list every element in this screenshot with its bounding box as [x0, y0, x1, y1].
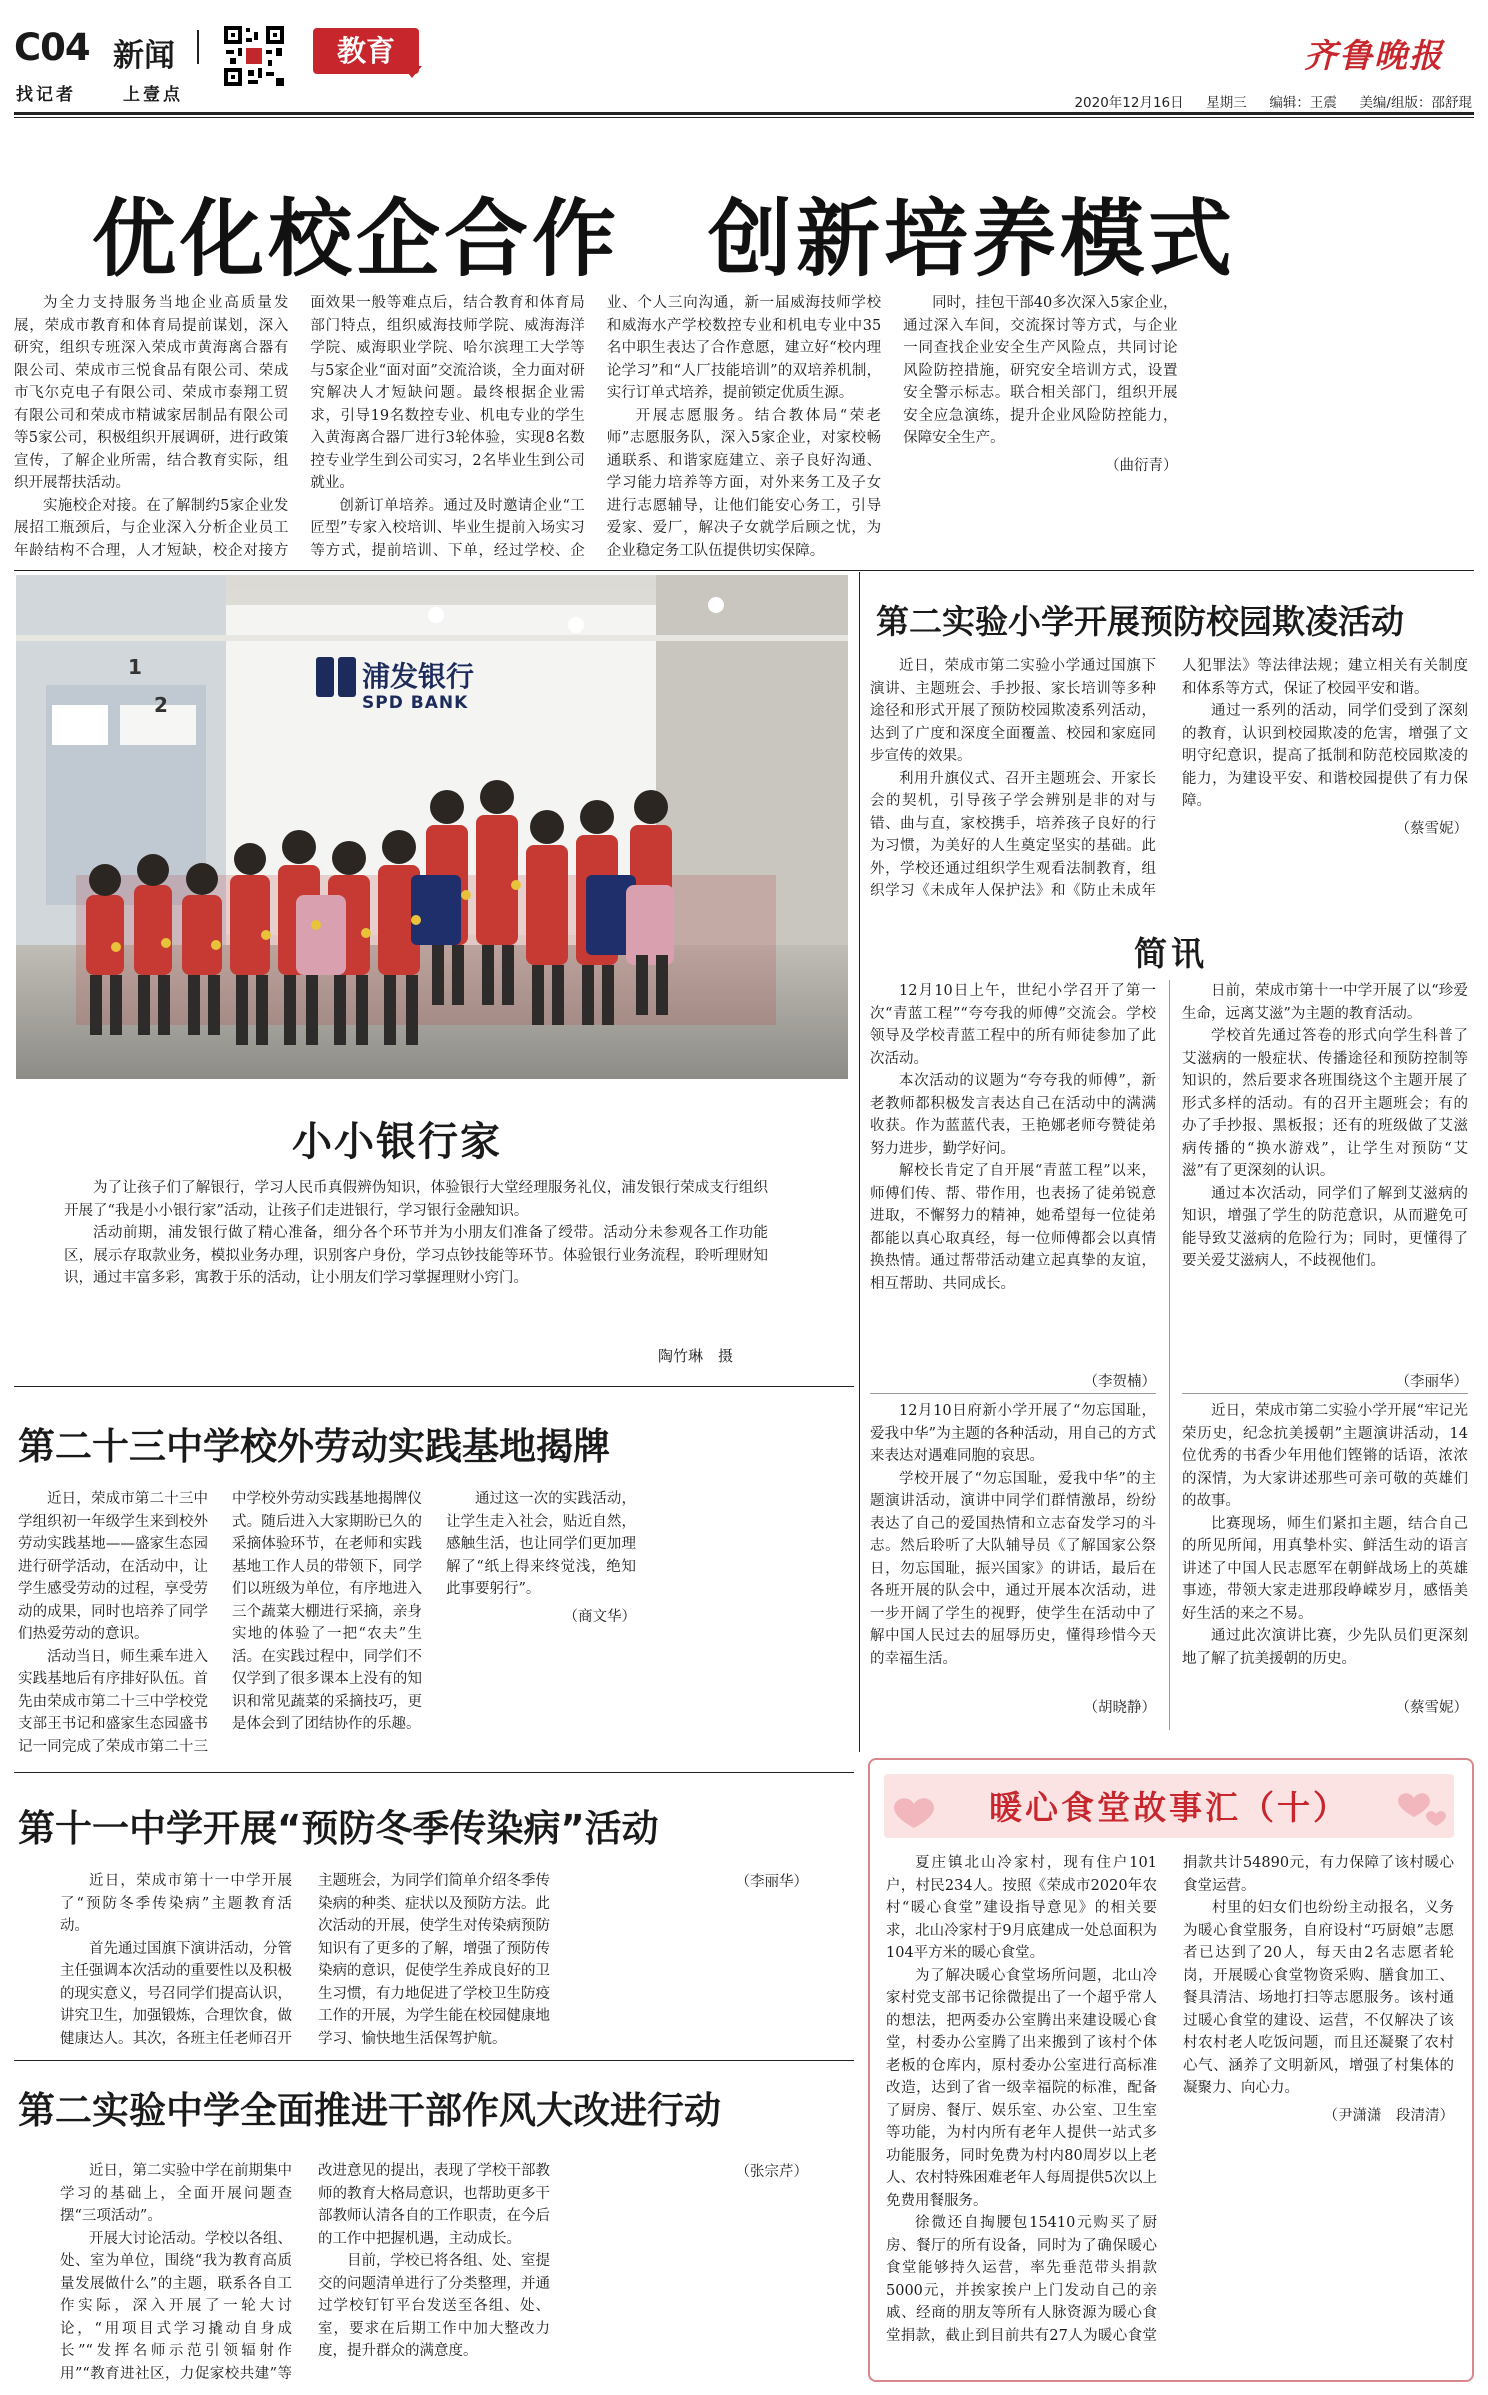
brief-byline: （李丽华） [1395, 1374, 1468, 1390]
lead-byline: （曲衍青） [1105, 457, 1178, 474]
column-tag-tail [402, 66, 422, 78]
brief-paragraph: 通过本次活动，同学们了解到艾滋病的知识，增强了学生的防范意识，从而避免可能导致艾滋病的危险行为；同时，更懂得了要关爱艾滋病人，不歧视他们。 [1182, 1185, 1468, 1269]
story23-byline: （商文华） [563, 1608, 636, 1625]
bully-paragraph: 近日，荣成市第二实验小学通过国旗下演讲、主题班会、手抄报、家长培训等多种途径和形式开展了预防校园欺凌系列活动，达到了广度和深度全面覆盖、校园和家庭同步宣传的效果。 [870, 658, 1156, 764]
story11-byline: （李丽华） [735, 1874, 808, 1890]
special-paragraph: 为了解决暖心食堂场所问题，北山冷家村党支部书记徐微提出了一个超乎常人的想法，把两委办公室腾出来建设暖心食堂，村委办公室腾了出来搬到了该村个体老板的仓库内，原村委办公室进行高标准改造，达到了省一级幸福院的标准，配备了厨房、餐厅、娱乐室、办公室、卫生室等功能，为村内所有老年人提供一站式多功能服务，同时免费为村内80周岁以上老人、农村特殊困难老年人每周提供5次以上免费用餐服务。 [886, 1967, 1157, 2209]
lead-bottom-rule [14, 570, 1474, 571]
issue-weekday: 星期三 [1206, 95, 1247, 111]
story23-headline: 第二十三中学校外劳动实践基地揭牌 [18, 1425, 610, 1468]
lead-paragraph: 同时，挂包干部40多次深入5家企业，通过深入车间，交流探讨等方式，与企业一同查找企业安全生产风险点，共同讨论风险防控措施，研究安全培训方式，设置安全警示标志。联合相关部门，组织开展安全应急演练，提升企业风险防控能力，保障安全生产。 [903, 295, 1178, 446]
special-paragraph: 夏庄镇北山冷家村，现有住户101户，村民234人。按照《荣成市2020年农村“暖心食堂”建设指导意见》的相关要求，北山冷家村于9月底建成一处总面积为104平方米的暖心食堂。 [886, 1855, 1157, 1961]
brief-byline: （李贺楠） [1083, 1374, 1156, 1390]
bank-body [64, 1177, 768, 1290]
story11-headline: 第十一中学开展“预防冬季传染病”活动 [18, 1807, 659, 1850]
briefs-right-column [1182, 980, 1468, 1717]
lead-body [14, 292, 1474, 562]
story23-paragraph: 近日，荣成市第二十三中学组织初一年级学生来到校外劳动实践基地——盛家生态园进行研学活动，在活动中，让学生感受劳动的过程，享受劳动的成果，同时也培养了同学们热爱劳动的意识。 [18, 1491, 208, 1642]
special-body [886, 1852, 1454, 2368]
section-divider [197, 30, 199, 64]
brief-item [1182, 1400, 1468, 1696]
section-name: 新闻 [113, 38, 175, 74]
bully-body [870, 655, 1468, 915]
left-divider-1 [14, 1386, 854, 1387]
issue-date: 2020年12月16日 [1074, 95, 1184, 111]
tagline-left: 找记者 [16, 85, 76, 105]
briefs-column-divider [1169, 980, 1170, 1730]
designer-credit: 美编/组版：邵舒琨 [1359, 95, 1472, 111]
special-byline: （尹潇潇 段清清） [1323, 2107, 1454, 2124]
brief-paragraph: 近日，荣成市第二实验小学开展“牢记光荣历史，纪念抗美援朝”主题演讲活动，14位优秀的书香少年用他们铿锵的话语，浓浓的深情，为大家讲述那些可亲可敬的英雄们的故事。 [1182, 1403, 1468, 1509]
column-tag-label: 教育 [336, 34, 395, 68]
brief-item [870, 1400, 1156, 1696]
brief-paragraph: 比赛现场，师生们紧扣主题，结合自己的所见所闻，用真挚朴实、鲜活生动的语言讲述了中国人民志愿军在朝鲜战场上的英雄事迹，带领大家走进那段峥嵘岁月，感悟美好生活的来之不易。 [1182, 1515, 1468, 1622]
center-column-divider [859, 572, 860, 1752]
story23-body [18, 1488, 850, 1758]
bully-headline: 第二实验小学开展预防校园欺凌活动 [876, 602, 1404, 641]
editor-credit: 编辑：王震 [1269, 95, 1337, 111]
lead-paragraph: 开展志愿服务。结合教体局“荣老师”志愿服务队，深入5家企业，对家校畅通联系、和谐家庭建立、亲子良好沟通、学习能力培养等方面，对外来务工及子女进行志愿辅导，让他们能安心务工，引导爱家、爱厂，解决子女就学后顾之忧，为企业稳定务工队伍提供切实保障。 [606, 407, 882, 559]
story-exp2-byline: （张宗芹） [735, 2164, 808, 2180]
brief-paragraph: 通过此次演讲比赛，少先队员们更深刻地了解了抗美援朝的历史。 [1182, 1628, 1468, 1667]
bully-paragraph: 利用升旗仪式、召开主题班会、开家长会的契机，引导孩子学会辨别是非的对与错、曲与直，家校携手，培养孩子良好的行为习惯，为美好的人生奠定坚实的基础。此外，学校还通过组织学生观看法制教育，组织学习《未成年人保护法》和《防止未成年人犯罪法》等法律法规；建立相关有关制度和体系等方式，保证了校园平安和谐。 [870, 658, 1468, 899]
briefs-headline: 简讯 [1134, 934, 1208, 973]
special-paragraph: 村里的妇女们也纷纷主动报名，义务为暖心食堂服务，自府设村“巧厨娘”志愿者已达到了20人，每天由2名志愿者轮岗，开展暖心食堂物资采购、膳食加工、餐具清洁、场地打扫等志愿服务。该村通过暖心食堂的建设、运营，不仅解决了该村农村老人吃饭问题，而且还凝聚了农村心气、涵养了文明新风，增强了村集体的凝聚力、向心力。 [1183, 1900, 1454, 2096]
left-divider-2 [14, 1772, 854, 1773]
paper-name: 齐鲁晚报 [1304, 36, 1444, 75]
special-box [868, 1758, 1474, 2382]
brief-paragraph: 学校首先通过答卷的形式向学生科普了艾滋病的一般症状、传播途径和预防控制等知识的，然后要求各班围绕这个主题开展了形式多样的活动。有的召开主题班会；有的办了手抄报、黑板报；还有的班级做了艾滋病传播的“换水游戏”，让学生对预防“艾滋”有了更深刻的认识。 [1182, 1028, 1468, 1179]
brief-divider [1182, 1393, 1468, 1394]
story11-paragraph: 首先通过国旗下演讲活动，分管主任强调本次活动的重要性以及积极的现实意义，号召同学们提高认识，讲究卫生，加强锻炼，合理饮食，做健康达人。其次，各班主任老师召开主题班会，为同学们简单介绍冬季传染病的种类、症状以及预防方法。此次活动的开展，使学生对传染病预防知识有了更多的了解，增强了预防传染病的意识，促使学生养成良好的卫生习惯，有力地促进了学校卫生防疫工作的开展，为学生能在校园健康地学习、愉快地生活保驾护航。 [60, 1873, 550, 2047]
tagline-right: 上壹点 [123, 85, 183, 105]
story23-paragraph: 活动当日，师生乘车进入实践基地后有序排好队伍。首先由荣成市第二十三中学校党支部王书记和盛家生态园盛书记一同完成了荣成市第二十三中学校外劳动实践基地揭牌仪式。随后进入大家期盼已久的采摘体验环节，在老师和实践基地工作人员的带领下，同学们以班级为单位，有序地进入三个蔬菜大棚进行采摘，亲身实地的体验了一把“农夫”生活。在实践过程中，同学们不仅学到了很多课本上没有的知识和常见蔬菜的采摘技巧，更是体会到了团结协作的乐趣。 [18, 1491, 422, 1755]
brief-paragraph: 学校开展了“勿忘国耻，爱我中华”的主题演讲活动，演讲中同学们群情激昂，纷纷表达了自己的爱国热情和立志奋发学习的斗志。然后聆听了大队辅导员《了解国家公祭日，勿忘国耻，振兴国家》的讲话，最后在各班开展的队会中，通过开展本次活动，进一步开阔了学生的视野，使学生在活动中了解中国人民过去的屈辱历史，懂得珍惜今天的幸福生活。 [870, 1470, 1156, 1667]
briefs-left-column [870, 980, 1156, 1717]
story-exp2-paragraph: 目前，学校已将各组、处、室提交的问题清单进行了分类整理，并通过学校钉钉平台发送至各组、处、室，要求在后期工作中加大整改力度，提升群众的满意度。 [318, 2253, 550, 2359]
counter-number-1: 1 [128, 655, 142, 679]
brief-divider [870, 1393, 1156, 1394]
masthead-rule-thin [14, 117, 1474, 118]
masthead-rule [14, 112, 1474, 115]
bank-paragraph: 为了让孩子们了解银行，学习人民币真假辨伪知识，体验银行大堂经理服务礼仪，浦发银行荣成支行组织开展了“我是小小银行家”活动，让孩子们走进银行，学习银行金融知识。 [64, 1180, 768, 1219]
page-number: C04 [14, 26, 90, 69]
brief-item [870, 980, 1156, 1370]
lead-paragraph: 为全力支持服务当地企业高质量发展，荣成市教育和体育局提前谋划，深入研究，组织专班深入荣成市黄海离合器有限公司、荣成市三悦食品有限公司、荣成市飞尔克电子有限公司、荣成市泰翔工贸有限公司和荣成市精诚家居制品有限公司等5家公司，积极组织开展调研，进行政策宣传，了解企业所需，结合教育实际，组织开展帮扶活动。 [14, 295, 289, 491]
brief-item [1182, 980, 1468, 1370]
qr-code-icon [222, 24, 286, 88]
brief-paragraph: 日前，荣成市第十一中学开展了以“珍爱生命，远离艾滋”为主题的教育活动。 [1182, 983, 1468, 1022]
bank-byline: 陶竹琳 摄 [658, 1347, 734, 1365]
brief-paragraph: 12月10日上午，世纪小学召开了第一次“青蓝工程”“夸夸我的师傅”交流会。学校领导及学校青蓝工程中的所有师徒参加了此次活动。 [870, 983, 1156, 1067]
lead-paragraph: 创新订单培养。通过及时邀请企业“工匠型”专家入校培训、毕业生提前入场实习等方式，提前培训、下单，经过学校、企业、个人三向沟通，新一届威海技师学校和威海水产学校数控专业和机电专业中35名中职生表达了合作意愿，建立好“校内理论学习”和“人厂技能培训”的双培养机制，实行订单式培养，提前锁定优质生源。 [310, 295, 882, 559]
story11-body [60, 1870, 808, 2052]
special-banner-title: 暖心食堂故事汇（十） [989, 1788, 1349, 1827]
brief-paragraph: 12月10日府新小学开展了“勿忘国耻，爱我中华”为主题的各种活动，用自己的方式来表达对遇难同胞的哀思。 [870, 1403, 1156, 1464]
special-banner [884, 1774, 1454, 1838]
story23-paragraph: 通过这一次的实践活动，让学生走入社会，贴近自然，感触生活，也让同学们更加理解了“纸上得来终觉浅，绝知此事要躬行”。 [446, 1491, 636, 1597]
counter-number-2: 2 [154, 693, 168, 717]
spd-logo-text: 浦发银行 [362, 660, 475, 693]
story-exp2-paragraph: 近日，第二实验中学在前期集中学习的基础上，全面开展问题查摆“三项活动”。 [60, 2163, 292, 2224]
story-exp2-headline: 第二实验中学全面推进干部作风大改进行动 [18, 2089, 721, 2132]
lead-headline: 优化校企合作 创新培养模式 [92, 190, 1237, 288]
spd-logo [312, 655, 492, 725]
bank-photo [16, 575, 848, 1079]
story-exp2-paragraph: 开展大讨论活动。学校以各组、处、室为单位，围绕“我为教育高质量发展做什么”的主题，联系各自工作实际，深入开展了一轮大讨论，“用项目式学习撬动自身成长”“发挥名师示范引领辐射作用”“教育进社区，力促家校共建”等改进意见的提出，表现了学校干部教师的教育大格局意识，也帮助更多干部教师认清各自的工作职责，在今后的工作中把握机遇，主动成长。 [60, 2163, 550, 2382]
spd-logo-text-en: SPD BANK [362, 693, 469, 713]
left-divider-3 [14, 2060, 854, 2061]
bank-paragraph: 活动前期，浦发银行做了精心准备，细分各个环节并为小朋友们准备了绶带。活动分未参观各工作功能区，展示存取款业务，模拟业务办理，识别客户身份，学习点钞技能等环节。体验银行业务流程，聆听理财知识，通过丰富多彩，寓教于乐的活动，让小朋友们学习掌握理财小窍门。 [64, 1225, 768, 1286]
bully-paragraph: 通过一系列的活动，同学们受到了深刻的教育，认识到校园欺凌的危害，增强了文明守纪意识，提高了抵制和防范校园欺凌的能力，为建设平安、和谐校园提供了有力保障。 [1182, 703, 1468, 809]
brief-paragraph: 本次活动的议题为“夸夸我的师傅”，新老教师都积极发言表达自己在活动中的满满收获。作为蓝蓝代表，王艳娜老师夸赞徒弟努力进步，勤学好问。 [870, 1073, 1156, 1157]
brief-byline: （胡晓静） [1083, 1700, 1156, 1716]
lead-paragraph: 实施校企对接。在了解制约5家企业发展招工瓶颈后，与企业深入分析企业员工年龄结构不合理，人才短缺，校企对接方面效果一般等难点后，结合教育和体育局部门特点，组织威海技师学院、威海海洋学院、威海职业学院、哈尔滨理工大学等与5家企业“面对面”交流洽谈，全力面对研究解决人才短缺问题。最终根据企业需求，引导19名数控专业、机电专业的学生入黄海离合器厂进行3轮体验，实现8名数控专业学生到公司实习，2名毕业生到公司就业。 [14, 295, 585, 559]
brief-byline: （蔡雪妮） [1395, 1700, 1468, 1716]
paper-logo [1304, 30, 1478, 76]
dateline [1074, 91, 1472, 111]
bank-headline: 小小银行家 [292, 1119, 502, 1165]
special-paragraph: 徐微还自掏腰包15410元购买了厨房、餐厅的所有设备，同时为了确保暖心食堂能够持久运营，率先垂范带头捐款5000元，并挨家挨户上门发动自己的亲戚、经商的朋友等所有人脉资源为暖心食堂捐款，截止到目前共有27人为暖心食堂捐款共计54890元，有力保障了该村暖心食堂运营。 [886, 1855, 1454, 2344]
bully-byline: （蔡雪妮） [1395, 820, 1468, 837]
story11-paragraph: 近日，荣成市第十一中学开展了“预防冬季传染病”主题教育活动。 [60, 1873, 292, 1934]
story-exp2-body [60, 2160, 808, 2386]
brief-paragraph: 解校长肯定了自开展“青蓝工程”以来，师傅们传、帮、带作用，也表扬了徒弟锐意进取，不懈努力的精神，她希望每一位徒弟都能以真心取真经，每一位师傅都会以真情换热情。通过帮带活动建立起真挚的友谊，相互帮助、共同成长。 [870, 1163, 1156, 1292]
